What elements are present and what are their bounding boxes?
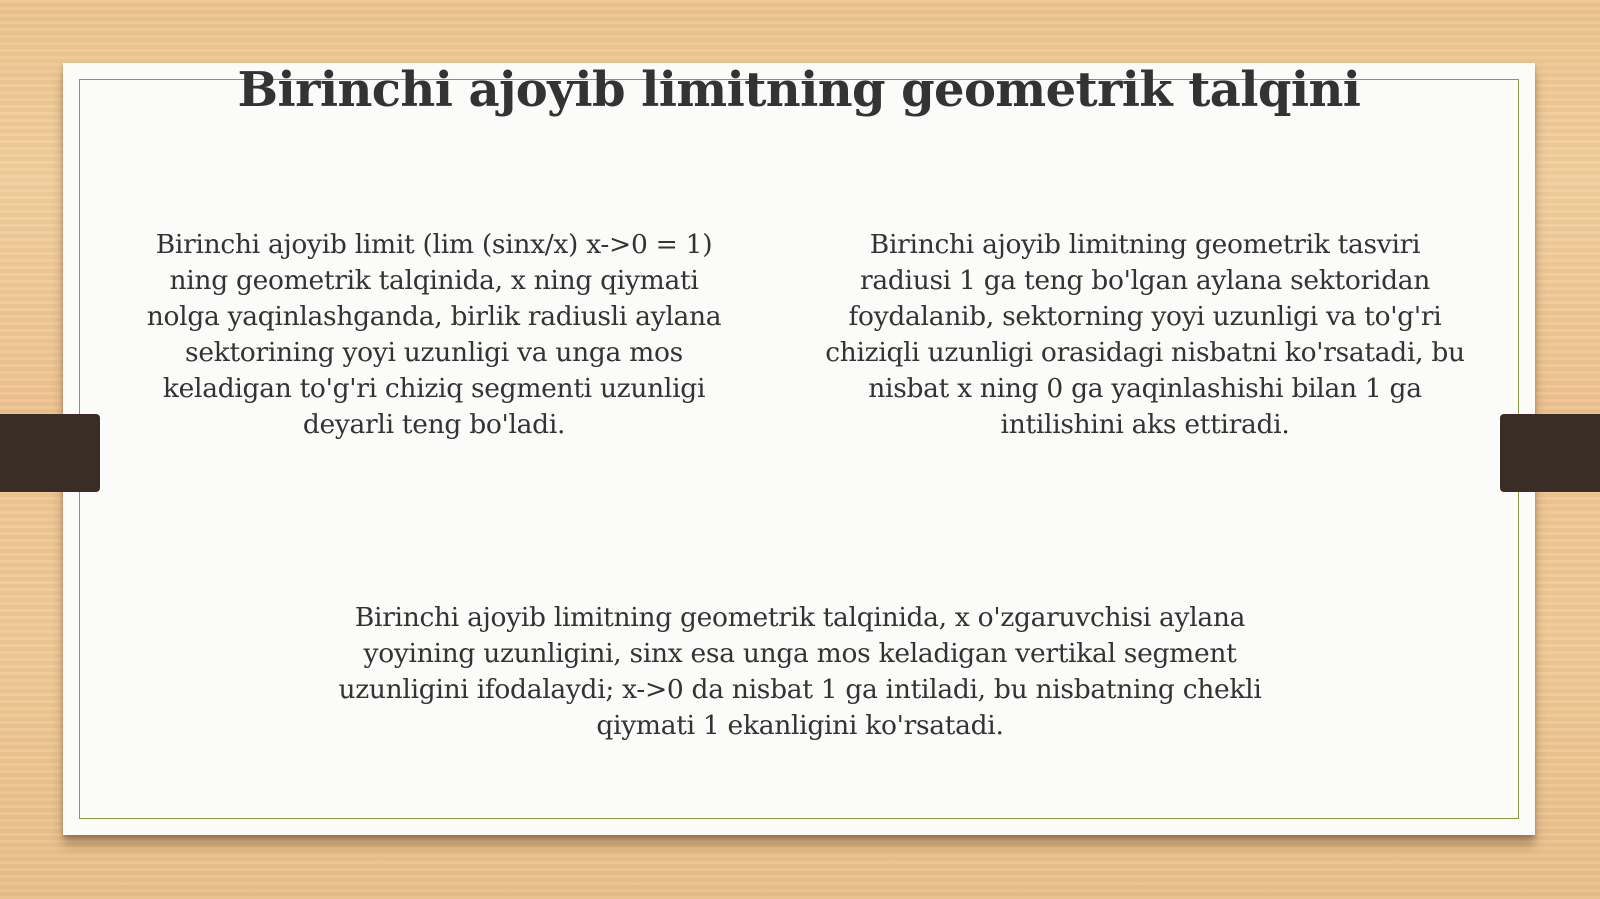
- bottom-text-block: Birinchi ajoyib limitning geometrik talqinida, x o'zgaruvchisi aylana yoyining uzunligini, sinx esa unga mos keladigan vertikal segment uzunligini ifodalaydi; x->0 da nisbat 1 ga intiladi, bu nisbatning chekli qiymati 1 ekanligini ko'rsatadi.: [338, 602, 1262, 741]
- left-text-block: Birinchi ajoyib limit (lim (sinx/x) x->0 = 1) ning geometrik talqinida, x ning qiymati nolga yaqinlashganda, birlik radiusli aylana sektorining yoyi uzunligi va unga mos keladigan to'g'ri chiziq segmenti uzunligi deyarli teng bo'ladi.: [146, 229, 722, 440]
- slide-title: Birinchi ajoyib limitning geometrik talqini: [237, 62, 1361, 118]
- left-binder-clip: [0, 414, 100, 492]
- right-text-block: Birinchi ajoyib limitning geometrik tasviri radiusi 1 ga teng bo'lgan aylana sektoridan foydalanib, sektorning yoyi uzunligi va to'g'ri chiziqli uzunligi orasidagi nisbatni ko'rsatadi, bu nisbat x ning 0 ga yaqinlashishi bilan 1 ga intilishini aks ettiradi.: [825, 229, 1465, 440]
- right-binder-clip: [1500, 414, 1600, 492]
